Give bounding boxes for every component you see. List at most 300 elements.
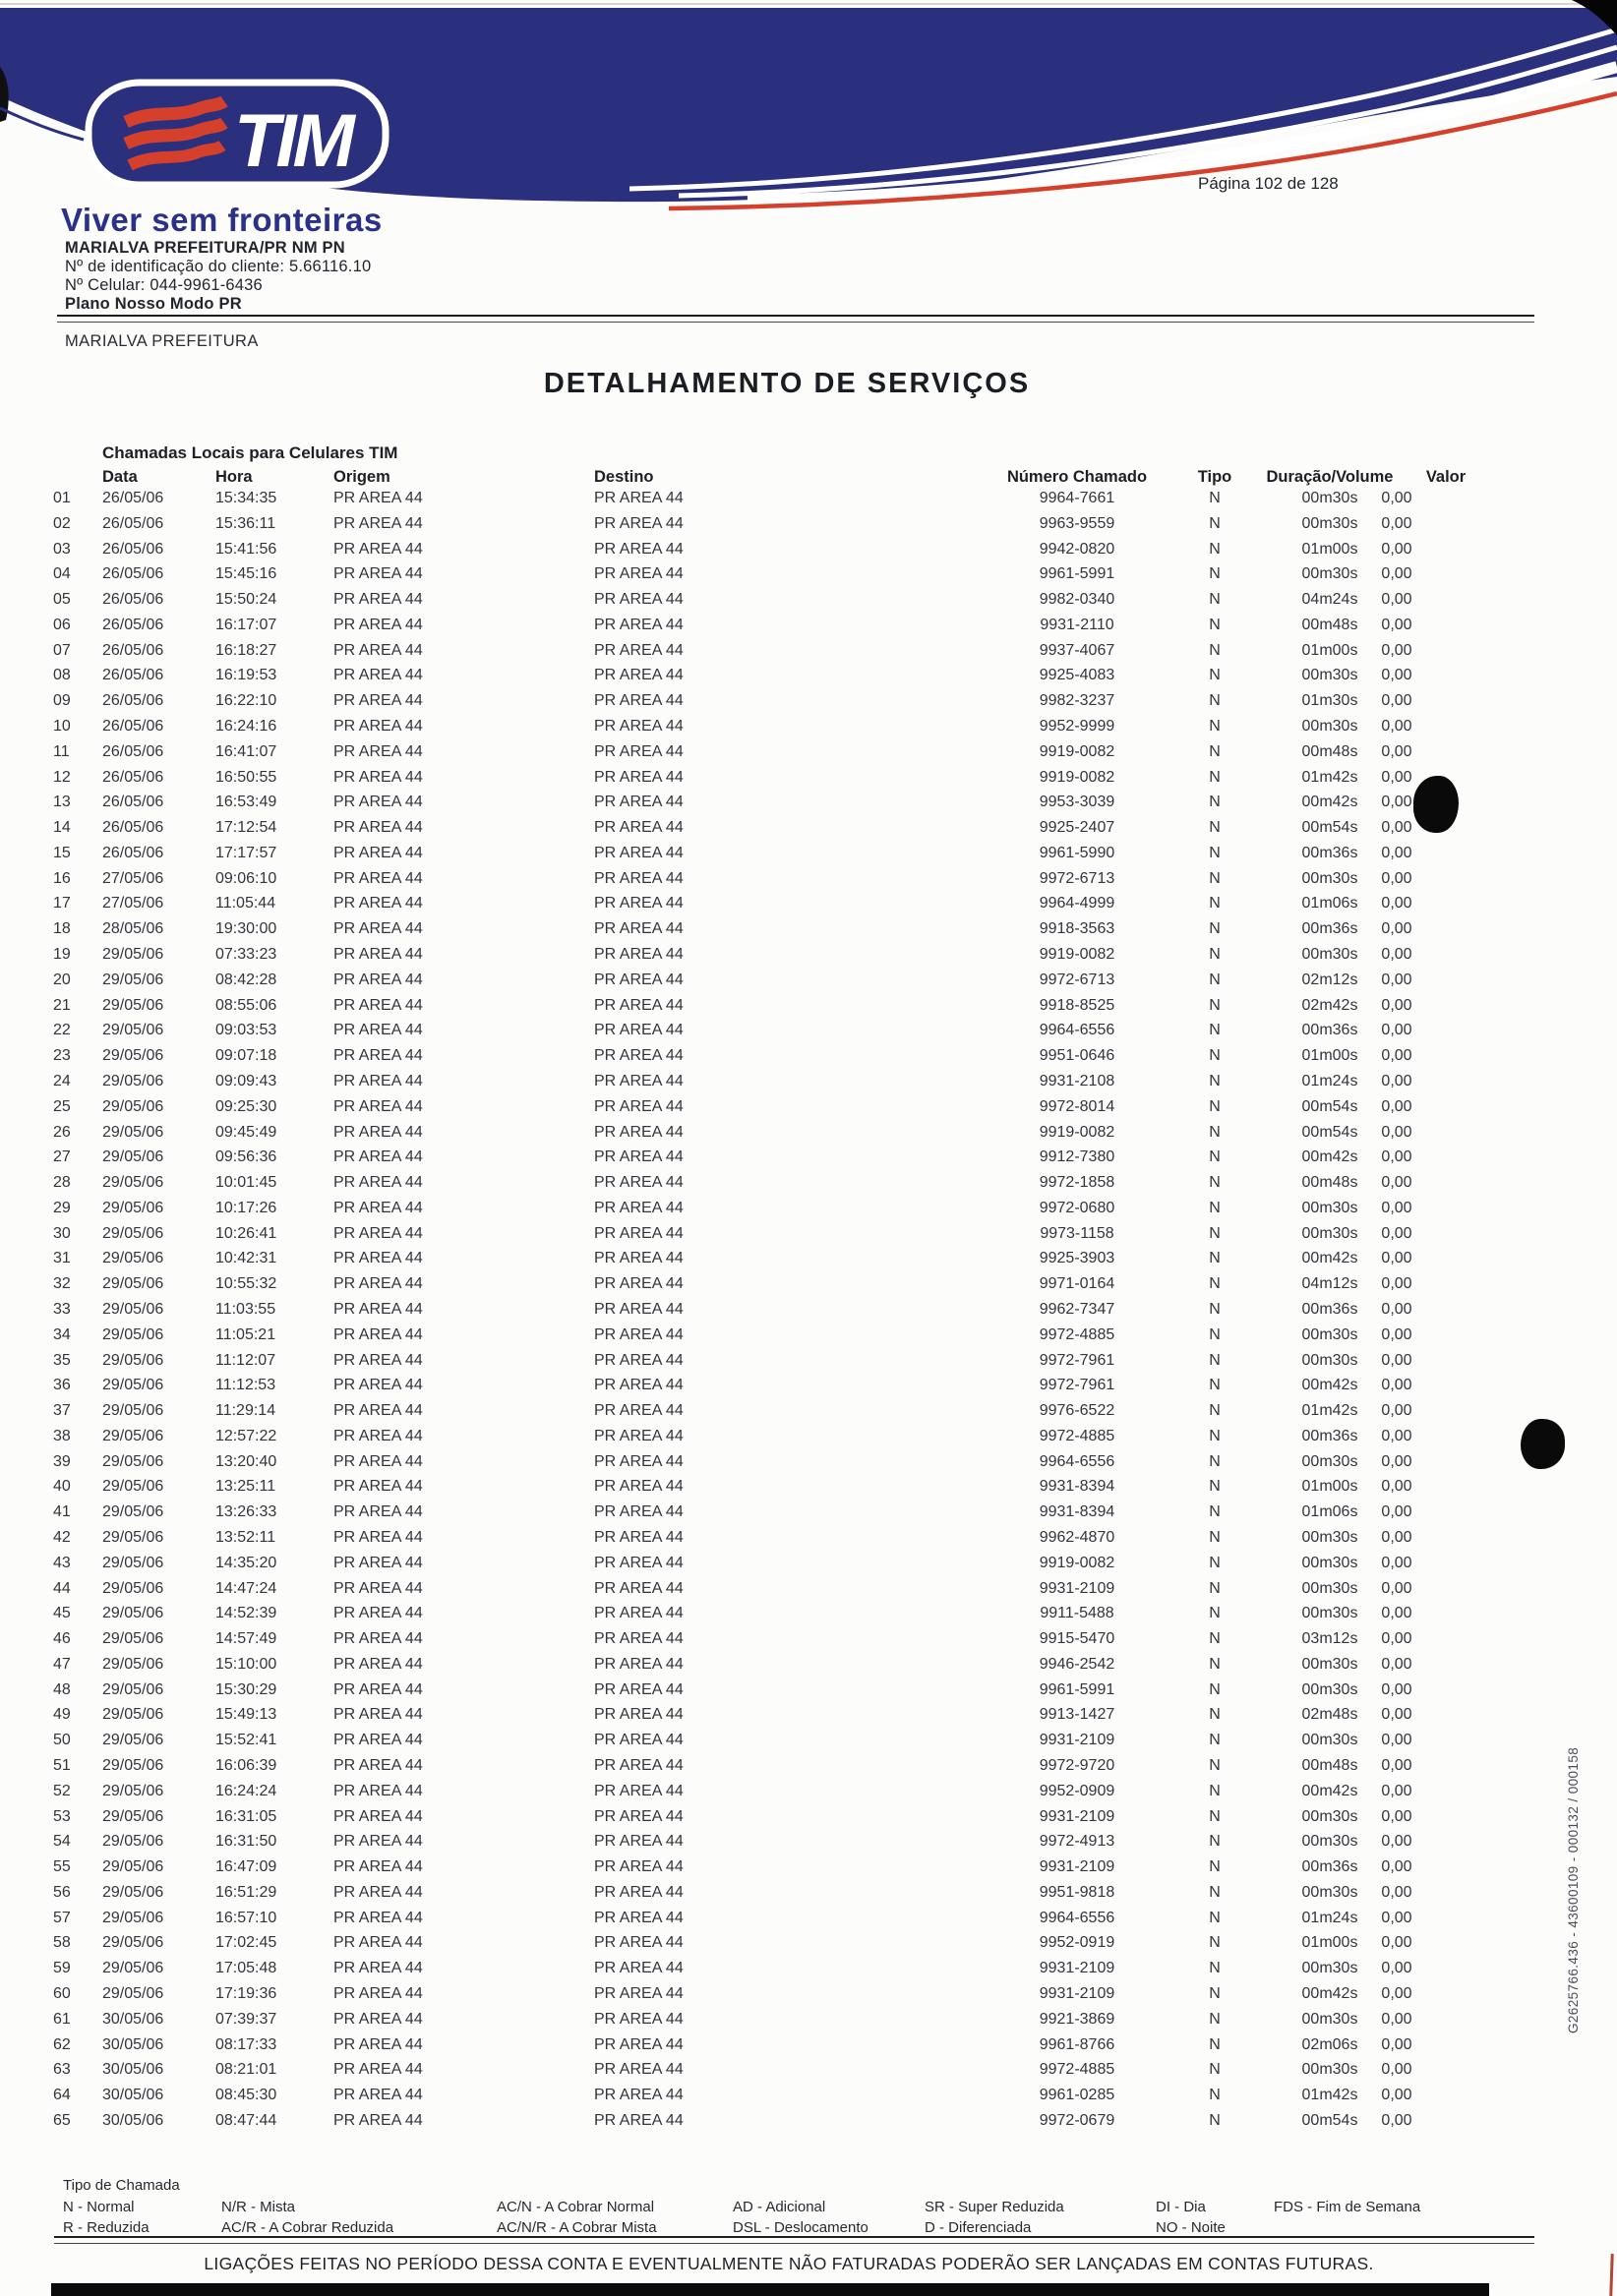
cell-destination: PR AREA 44	[594, 1351, 684, 1369]
cell-duration: 00m30s	[1301, 1655, 1358, 1673]
cell-time: 10:17:26	[215, 1199, 277, 1216]
cell-value: 0,00	[1381, 1985, 1412, 2003]
cell-value: 0,00	[1381, 1934, 1412, 1952]
cell-index: 47	[53, 1655, 71, 1673]
cell-number: 9911-5488	[1040, 1605, 1114, 1622]
cell-destination: PR AREA 44	[594, 1960, 684, 1977]
cell-date: 29/05/06	[102, 1224, 164, 1242]
cell-time: 19:30:00	[215, 920, 277, 938]
cell-origin: PR AREA 44	[333, 1123, 423, 1141]
cell-value: 0,00	[1381, 1883, 1412, 1901]
cell-type: N	[1209, 1985, 1221, 2003]
cell-value: 0,00	[1381, 996, 1412, 1014]
cell-value: 0,00	[1381, 1655, 1412, 1673]
cell-time: 10:01:45	[215, 1174, 277, 1192]
cell-number: 9931-2108	[1039, 1072, 1115, 1089]
cell-time: 16:53:49	[215, 794, 277, 811]
col-header-tipo: Tipo	[1197, 468, 1232, 486]
table-row	[0, 667, 1617, 687]
cell-index: 50	[53, 1732, 71, 1749]
cell-destination: PR AREA 44	[594, 1528, 684, 1546]
cell-origin: PR AREA 44	[333, 616, 423, 633]
cell-time: 14:57:49	[215, 1630, 277, 1648]
cell-destination: PR AREA 44	[594, 742, 684, 760]
cell-date: 29/05/06	[102, 1377, 164, 1394]
cell-duration: 00m30s	[1301, 1452, 1358, 1470]
cell-time: 09:56:36	[215, 1148, 277, 1166]
cell-duration: 00m30s	[1301, 1605, 1358, 1622]
legend-item: R - Reduzida	[63, 2219, 150, 2236]
cell-number: 9972-4885	[1039, 1325, 1115, 1343]
cell-origin: PR AREA 44	[333, 1706, 423, 1724]
cell-index: 23	[53, 1047, 71, 1065]
cell-index: 48	[53, 1680, 71, 1698]
cell-duration: 01m24s	[1301, 1072, 1358, 1089]
cell-origin: PR AREA 44	[333, 1883, 423, 1901]
cell-destination: PR AREA 44	[594, 1072, 684, 1089]
table-row	[0, 2011, 1617, 2031]
cell-number: 9962-7347	[1039, 1300, 1115, 1318]
cell-destination: PR AREA 44	[594, 1732, 684, 1749]
cell-origin: PR AREA 44	[333, 1275, 423, 1293]
cell-origin: PR AREA 44	[333, 1148, 423, 1166]
legend-item: AC/R - A Cobrar Reduzida	[221, 2219, 394, 2236]
cell-number: 9972-0680	[1039, 1199, 1115, 1216]
cell-type: N	[1209, 1224, 1221, 1242]
legend-item: AC/N/R - A Cobrar Mista	[497, 2219, 657, 2236]
table-row	[0, 769, 1617, 790]
cell-origin: PR AREA 44	[333, 1047, 423, 1065]
cell-origin: PR AREA 44	[333, 641, 423, 659]
cell-destination: PR AREA 44	[594, 1985, 684, 2003]
scan-artifact-red-mark	[1609, 2254, 1613, 2296]
cell-date: 30/05/06	[102, 2035, 164, 2053]
cell-duration: 04m12s	[1301, 1275, 1358, 1293]
table-row	[0, 1630, 1617, 1651]
cell-time: 13:20:40	[215, 1452, 277, 1470]
cell-duration: 00m30s	[1301, 1325, 1358, 1343]
cell-destination: PR AREA 44	[594, 1909, 684, 1926]
cell-type: N	[1209, 667, 1221, 684]
cell-value: 0,00	[1381, 591, 1412, 609]
cell-type: N	[1209, 1377, 1221, 1394]
cell-duration: 00m54s	[1301, 2111, 1358, 2129]
table-row	[0, 1884, 1617, 1905]
cell-index: 03	[53, 540, 71, 558]
cell-time: 09:09:43	[215, 1072, 277, 1089]
cell-duration: 01m42s	[1301, 1402, 1358, 1420]
col-header-hora: Hora	[215, 468, 253, 486]
cell-number: 9972-0679	[1039, 2111, 1115, 2129]
cell-duration: 00m42s	[1301, 794, 1358, 811]
cell-origin: PR AREA 44	[333, 819, 423, 837]
cell-index: 17	[53, 895, 71, 913]
scan-ink-blob	[1413, 776, 1459, 833]
cell-date: 29/05/06	[102, 1123, 164, 1141]
cell-duration: 01m06s	[1301, 1503, 1358, 1521]
cell-type: N	[1209, 1934, 1221, 1952]
cell-index: 34	[53, 1325, 71, 1343]
legend-item: DI - Dia	[1156, 2199, 1206, 2215]
cell-value: 0,00	[1381, 1097, 1412, 1115]
cell-number: 9972-6713	[1039, 971, 1115, 988]
cell-index: 32	[53, 1275, 71, 1293]
cell-number: 9973-1158	[1040, 1224, 1114, 1242]
cell-type: N	[1209, 1554, 1221, 1571]
cell-index: 28	[53, 1174, 71, 1192]
table-row	[0, 1098, 1617, 1119]
cell-origin: PR AREA 44	[333, 1325, 423, 1343]
cell-date: 29/05/06	[102, 1478, 164, 1496]
cell-destination: PR AREA 44	[594, 2061, 684, 2079]
cell-number: 9919-0082	[1039, 742, 1115, 760]
cell-origin: PR AREA 44	[333, 946, 423, 964]
cell-type: N	[1209, 946, 1221, 964]
cell-date: 29/05/06	[102, 1554, 164, 1571]
cell-destination: PR AREA 44	[594, 996, 684, 1014]
cell-duration: 03m12s	[1301, 1630, 1358, 1648]
cell-value: 0,00	[1381, 819, 1412, 837]
cell-type: N	[1209, 1630, 1221, 1648]
cell-date: 29/05/06	[102, 1985, 164, 2003]
footer-divider	[54, 2236, 1534, 2244]
cell-value: 0,00	[1381, 718, 1412, 736]
table-row	[0, 515, 1617, 536]
table-row	[0, 591, 1617, 612]
cell-type: N	[1209, 1047, 1221, 1065]
cell-number: 9919-0082	[1039, 1123, 1115, 1141]
cell-index: 55	[53, 1858, 71, 1876]
cell-number: 9951-9818	[1039, 1883, 1115, 1901]
table-row	[0, 1174, 1617, 1195]
cell-type: N	[1209, 1097, 1221, 1115]
cell-duration: 01m42s	[1301, 2087, 1358, 2104]
cell-number: 9952-0919	[1039, 1934, 1115, 1952]
cell-value: 0,00	[1381, 1351, 1412, 1369]
cell-time: 16:31:50	[215, 1833, 277, 1851]
cell-index: 59	[53, 1960, 71, 1977]
cell-time: 16:50:55	[215, 768, 277, 786]
table-row	[0, 1934, 1617, 1955]
table-row	[0, 1656, 1617, 1677]
table-row	[0, 1503, 1617, 1524]
cell-index: 52	[53, 1782, 71, 1799]
cell-duration: 00m30s	[1301, 1833, 1358, 1851]
cell-destination: PR AREA 44	[594, 1478, 684, 1496]
cell-duration: 01m06s	[1301, 895, 1358, 913]
cell-date: 29/05/06	[102, 1706, 164, 1724]
cell-index: 13	[53, 794, 71, 811]
cell-type: N	[1209, 1858, 1221, 1876]
cell-destination: PR AREA 44	[594, 1757, 684, 1774]
cell-date: 29/05/06	[102, 1427, 164, 1444]
cell-duration: 00m30s	[1301, 1528, 1358, 1546]
cell-date: 29/05/06	[102, 1148, 164, 1166]
cell-type: N	[1209, 1427, 1221, 1444]
cell-date: 29/05/06	[102, 1199, 164, 1216]
cell-destination: PR AREA 44	[594, 1630, 684, 1648]
cell-value: 0,00	[1381, 1554, 1412, 1571]
cell-type: N	[1209, 692, 1221, 710]
cell-number: 9931-2109	[1039, 1858, 1115, 1876]
cell-type: N	[1209, 2010, 1221, 2028]
cell-index: 06	[53, 616, 71, 633]
cell-index: 45	[53, 1605, 71, 1622]
cell-date: 26/05/06	[102, 844, 164, 861]
cell-value: 0,00	[1381, 2087, 1412, 2104]
cell-time: 15:10:00	[215, 1655, 277, 1673]
cell-origin: PR AREA 44	[333, 1554, 423, 1571]
cell-destination: PR AREA 44	[594, 565, 684, 583]
cell-origin: PR AREA 44	[333, 2061, 423, 2079]
cell-index: 11	[53, 742, 70, 760]
cell-date: 29/05/06	[102, 1047, 164, 1065]
cell-number: 9972-7961	[1039, 1377, 1115, 1394]
cell-duration: 00m54s	[1301, 1123, 1358, 1141]
table-row	[0, 1478, 1617, 1499]
cell-destination: PR AREA 44	[594, 1047, 684, 1065]
cell-origin: PR AREA 44	[333, 1452, 423, 1470]
legend-item: N/R - Mista	[221, 2199, 295, 2215]
legend-item: NO - Noite	[1156, 2219, 1226, 2236]
cell-number: 9961-5990	[1039, 844, 1115, 861]
cell-time: 16:06:39	[215, 1757, 277, 1774]
cell-type: N	[1209, 1503, 1221, 1521]
table-row	[0, 1985, 1617, 2006]
cell-number: 9921-3869	[1039, 2010, 1115, 2028]
cell-date: 26/05/06	[102, 490, 164, 506]
cell-value: 0,00	[1381, 1732, 1412, 1749]
cell-number: 9931-2109	[1039, 1807, 1115, 1825]
cell-destination: PR AREA 44	[594, 1503, 684, 1521]
cell-origin: PR AREA 44	[333, 1224, 423, 1242]
cell-destination: PR AREA 44	[594, 794, 684, 811]
cell-duration: 00m30s	[1301, 1579, 1358, 1597]
legend-item: N - Normal	[63, 2199, 135, 2215]
table-row	[0, 895, 1617, 915]
cell-destination: PR AREA 44	[594, 895, 684, 913]
cell-index: 36	[53, 1377, 71, 1394]
cell-number: 9982-3237	[1039, 692, 1115, 710]
cell-date: 26/05/06	[102, 692, 164, 710]
cell-value: 0,00	[1381, 1402, 1412, 1420]
table-row	[0, 1022, 1617, 1042]
cell-value: 0,00	[1381, 514, 1412, 532]
cell-destination: PR AREA 44	[594, 1605, 684, 1622]
cell-type: N	[1209, 996, 1221, 1014]
table-row	[0, 845, 1617, 865]
cell-number: 9918-8525	[1039, 996, 1115, 1014]
cell-index: 04	[53, 565, 71, 583]
cell-origin: PR AREA 44	[333, 1022, 423, 1039]
cell-destination: PR AREA 44	[594, 1579, 684, 1597]
cell-date: 26/05/06	[102, 718, 164, 736]
cell-type: N	[1209, 1325, 1221, 1343]
cell-number: 9942-0820	[1039, 540, 1115, 558]
cell-index: 53	[53, 1807, 71, 1825]
cell-type: N	[1209, 1072, 1221, 1089]
table-row	[0, 2036, 1617, 2057]
cell-number: 9976-6522	[1039, 1402, 1115, 1420]
cell-origin: PR AREA 44	[333, 1503, 423, 1521]
cell-destination: PR AREA 44	[594, 1883, 684, 1901]
cell-origin: PR AREA 44	[333, 2087, 423, 2104]
cell-time: 17:19:36	[215, 1985, 277, 2003]
cell-destination: PR AREA 44	[594, 490, 684, 506]
account-name: MARIALVA PREFEITURA	[65, 332, 259, 350]
cell-index: 21	[53, 996, 71, 1014]
cell-duration: 00m42s	[1301, 1985, 1358, 2003]
cell-number: 9971-0164	[1039, 1275, 1115, 1293]
table-row	[0, 1808, 1617, 1829]
cell-date: 27/05/06	[102, 895, 164, 913]
cell-duration: 01m42s	[1301, 768, 1358, 786]
cell-value: 0,00	[1381, 920, 1412, 938]
cell-number: 9953-3039	[1039, 794, 1115, 811]
table-row	[0, 1200, 1617, 1220]
header-divider	[57, 315, 1534, 323]
col-header-destino: Destino	[594, 468, 654, 486]
tim-waves-icon	[126, 101, 224, 165]
cell-number: 9964-4999	[1039, 895, 1115, 913]
customer-plan: Plano Nosso Modo PR	[65, 295, 242, 313]
cell-duration: 00m30s	[1301, 718, 1358, 736]
cell-number: 9972-6713	[1039, 869, 1115, 887]
cell-index: 35	[53, 1351, 71, 1369]
cell-number: 9964-6556	[1039, 1909, 1115, 1926]
cell-destination: PR AREA 44	[594, 1377, 684, 1394]
cell-type: N	[1209, 1275, 1221, 1293]
cell-destination: PR AREA 44	[594, 1782, 684, 1799]
cell-time: 10:42:31	[215, 1250, 277, 1267]
cell-destination: PR AREA 44	[594, 718, 684, 736]
cell-date: 29/05/06	[102, 1503, 164, 1521]
cell-date: 26/05/06	[102, 591, 164, 609]
cell-number: 9931-2109	[1039, 1985, 1115, 2003]
cell-origin: PR AREA 44	[333, 2035, 423, 2053]
cell-date: 26/05/06	[102, 616, 164, 633]
cell-duration: 00m36s	[1301, 1427, 1358, 1444]
cell-type: N	[1209, 895, 1221, 913]
cell-origin: PR AREA 44	[333, 1655, 423, 1673]
table-row	[0, 1326, 1617, 1347]
cell-duration: 00m36s	[1301, 1858, 1358, 1876]
cell-origin: PR AREA 44	[333, 1579, 423, 1597]
cell-date: 29/05/06	[102, 1833, 164, 1851]
cell-date: 26/05/06	[102, 667, 164, 684]
cell-type: N	[1209, 1680, 1221, 1698]
cell-origin: PR AREA 44	[333, 1630, 423, 1648]
cell-number: 9918-3563	[1039, 920, 1115, 938]
cell-duration: 01m00s	[1301, 1478, 1358, 1496]
cell-time: 09:06:10	[215, 869, 277, 887]
table-row	[0, 1352, 1617, 1373]
cell-type: N	[1209, 844, 1221, 861]
cell-duration: 01m00s	[1301, 1047, 1358, 1065]
cell-index: 62	[53, 2035, 71, 2053]
cell-time: 17:12:54	[215, 819, 277, 837]
cell-destination: PR AREA 44	[594, 844, 684, 861]
cell-origin: PR AREA 44	[333, 1680, 423, 1698]
cell-destination: PR AREA 44	[594, 1858, 684, 1876]
cell-type: N	[1209, 490, 1221, 506]
cell-value: 0,00	[1381, 1807, 1412, 1825]
cell-type: N	[1209, 1909, 1221, 1926]
cell-destination: PR AREA 44	[594, 1325, 684, 1343]
cell-number: 9952-9999	[1039, 718, 1115, 736]
col-header-origem: Origem	[333, 468, 390, 486]
cell-value: 0,00	[1381, 1047, 1412, 1065]
cell-destination: PR AREA 44	[594, 1022, 684, 1039]
cell-type: N	[1209, 1351, 1221, 1369]
table-row	[0, 1148, 1617, 1169]
cell-destination: PR AREA 44	[594, 946, 684, 964]
cell-value: 0,00	[1381, 1579, 1412, 1597]
cell-value: 0,00	[1381, 1427, 1412, 1444]
cell-index: 57	[53, 1909, 71, 1926]
cell-origin: PR AREA 44	[333, 2010, 423, 2028]
cell-type: N	[1209, 2061, 1221, 2079]
table-row	[0, 1706, 1617, 1727]
cell-date: 29/05/06	[102, 1732, 164, 1749]
cell-origin: PR AREA 44	[333, 996, 423, 1014]
cell-index: 64	[53, 2087, 71, 2104]
cell-value: 0,00	[1381, 1909, 1412, 1926]
cell-number: 9952-0909	[1039, 1782, 1115, 1799]
cell-origin: PR AREA 44	[333, 768, 423, 786]
cell-duration: 00m54s	[1301, 1097, 1358, 1115]
cell-date: 29/05/06	[102, 1605, 164, 1622]
customer-phone: Nº Celular: 044-9961-6436	[65, 276, 263, 294]
cell-date: 29/05/06	[102, 946, 164, 964]
cell-duration: 00m30s	[1301, 946, 1358, 964]
cell-value: 0,00	[1381, 1452, 1412, 1470]
cell-type: N	[1209, 742, 1221, 760]
legend-item: FDS - Fim de Semana	[1274, 2199, 1421, 2215]
cell-time: 10:26:41	[215, 1224, 277, 1242]
table-row	[0, 1402, 1617, 1423]
cell-value: 0,00	[1381, 565, 1412, 583]
cell-origin: PR AREA 44	[333, 565, 423, 583]
table-row	[0, 692, 1617, 713]
cell-number: 9919-0082	[1039, 946, 1115, 964]
cell-type: N	[1209, 920, 1221, 938]
cell-destination: PR AREA 44	[594, 1300, 684, 1318]
cell-duration: 00m42s	[1301, 1782, 1358, 1799]
cell-value: 0,00	[1381, 1833, 1412, 1851]
cell-destination: PR AREA 44	[594, 641, 684, 659]
legend-item: AC/N - A Cobrar Normal	[497, 2199, 655, 2215]
cell-origin: PR AREA 44	[333, 1427, 423, 1444]
cell-destination: PR AREA 44	[594, 1097, 684, 1115]
cell-duration: 00m30s	[1301, 1883, 1358, 1901]
cell-number: 9972-4913	[1039, 1833, 1115, 1851]
cell-duration: 00m48s	[1301, 616, 1358, 633]
cell-time: 17:02:45	[215, 1934, 277, 1952]
cell-destination: PR AREA 44	[594, 1174, 684, 1192]
cell-index: 51	[53, 1757, 71, 1774]
cell-duration: 00m30s	[1301, 490, 1358, 506]
cell-date: 29/05/06	[102, 1300, 164, 1318]
cell-value: 0,00	[1381, 1757, 1412, 1774]
cell-duration: 00m30s	[1301, 1351, 1358, 1369]
cell-destination: PR AREA 44	[594, 1554, 684, 1571]
cell-type: N	[1209, 1300, 1221, 1318]
cell-date: 29/05/06	[102, 1807, 164, 1825]
cell-time: 16:17:07	[215, 616, 277, 633]
cell-index: 01	[53, 490, 71, 506]
table-row	[0, 1428, 1617, 1448]
